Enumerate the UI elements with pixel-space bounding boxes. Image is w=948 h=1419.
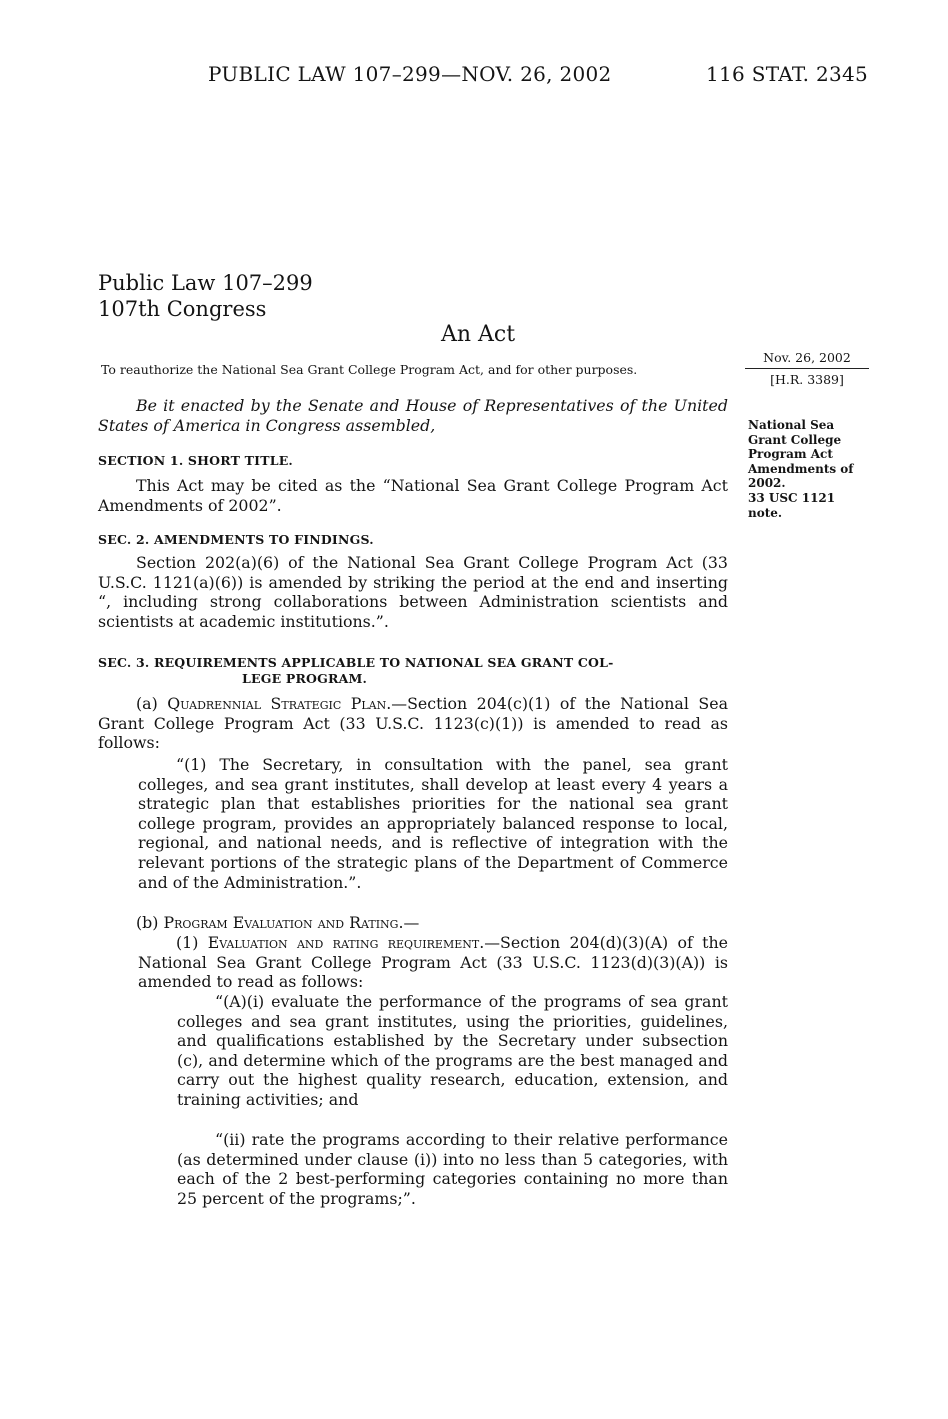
subsection-a-caption: Quadrennial Strategic Plan. — [167, 694, 392, 713]
subsection-b — [98, 913, 728, 933]
subsection-b-caption: Program Evaluation and Rating. — [163, 913, 404, 932]
act-heading: An Act — [440, 322, 516, 347]
paragraph-b1-label: (1) — [176, 933, 199, 952]
header-statute-page: 116 STAT. 2345 — [706, 62, 869, 86]
section-2-heading: SEC. 2. AMENDMENTS TO FINDINGS. — [98, 532, 374, 547]
margin-note-line: National Sea — [748, 418, 835, 432]
header-public-law-date: PUBLIC LAW 107–299—NOV. 26, 2002 — [208, 62, 612, 86]
margin-note-line: 2002. — [748, 476, 786, 491]
margin-date: Nov. 26, 2002 — [745, 350, 869, 369]
quoted-clause-ii: “(ii) rate the programs according to their relative performance (as determined under clause (i)) into no less than 5 categories, with each of the 2 best-performing categories containing no more than 25 percent of the programs;”. — [177, 1130, 728, 1208]
margin-note-line: Grant College — [748, 432, 842, 447]
subsection-a-label: (a) — [136, 694, 158, 713]
margin-note-line: Amendments of — [748, 461, 854, 476]
subsection-a-text: —Section 204(c)(1) of the National Sea Grant College Program Act (33 U.S.C. 1123(c)(1)) is amended to read as follows: — [98, 694, 728, 753]
margin-bill-number: [H.R. 3389] — [770, 372, 844, 387]
section-1-heading: SECTION 1. SHORT TITLE. — [98, 453, 293, 468]
section-2-text: Section 202(a)(6) of the National Sea Grant College Program Act (33 U.S.C. 1121(a)(6)) is amended by striking the period at the end and inserting “, including strong collaborations between Administration scientists and scientists at academic institutions.”. — [98, 553, 728, 631]
quoted-paragraph-1: “(1) The Secretary, in consultation with the panel, sea grant colleges, and sea grant institutes, shall develop at least every 4 years a strategic plan that establishes priorities for the national sea grant college program, provides an appropriately balanced response to local, regional, and national needs, and is reflective of integration with the relevant portions of the strategic plans of the Department of Commerce and of the Administration.”. — [138, 755, 728, 892]
paragraph-b1-text: —Section 204(d)(3)(A) of the National Sea Grant College Program Act (33 U.S.C. 1123(d)(3)(A)) is amended to read as follows: — [138, 933, 728, 992]
paragraph-b1-caption: Evaluation and rating requirement. — [207, 933, 485, 952]
section-1-text: This Act may be cited as the “National Sea Grant College Program Act Amendments of 2002”. — [98, 476, 728, 515]
congress-number: 107th Congress — [98, 297, 267, 321]
subsection-a — [98, 694, 728, 753]
section-3-heading-line-2: LEGE PROGRAM. — [242, 671, 368, 686]
act-purpose: To reauthorize the National Sea Grant College Program Act, and for other purposes. — [101, 362, 638, 377]
paragraph-b1 — [138, 933, 728, 992]
public-law-number: Public Law 107–299 — [98, 271, 313, 295]
law-title-block — [98, 270, 313, 322]
margin-date-block — [745, 350, 869, 387]
margin-note-line: 33 USC 1121 — [748, 490, 836, 505]
subsection-b-label: (b) — [136, 913, 159, 932]
section-3-heading-line-1: SEC. 3. REQUIREMENTS APPLICABLE TO NATIONAL SEA GRANT COL- — [98, 655, 614, 670]
subsection-b-dash: — — [403, 913, 420, 932]
margin-note-line: note. — [748, 505, 783, 520]
section-3-heading — [98, 655, 728, 687]
running-header — [0, 62, 948, 92]
enacting-clause: Be it enacted by the Senate and House of Representatives of the United States of America in Congress assembled, — [98, 396, 728, 435]
margin-note — [748, 418, 868, 520]
margin-note-line: Program Act — [748, 447, 833, 462]
quoted-clause-i: “(A)(i) evaluate the performance of the programs of sea grant colleges and sea grant institutes, using the priorities, guidelines, and qualifications established by the Secretary under subsection (c), and determine which of the programs are the best managed and carry out the highest quality research, education, extension, and training activities; and — [177, 992, 728, 1109]
